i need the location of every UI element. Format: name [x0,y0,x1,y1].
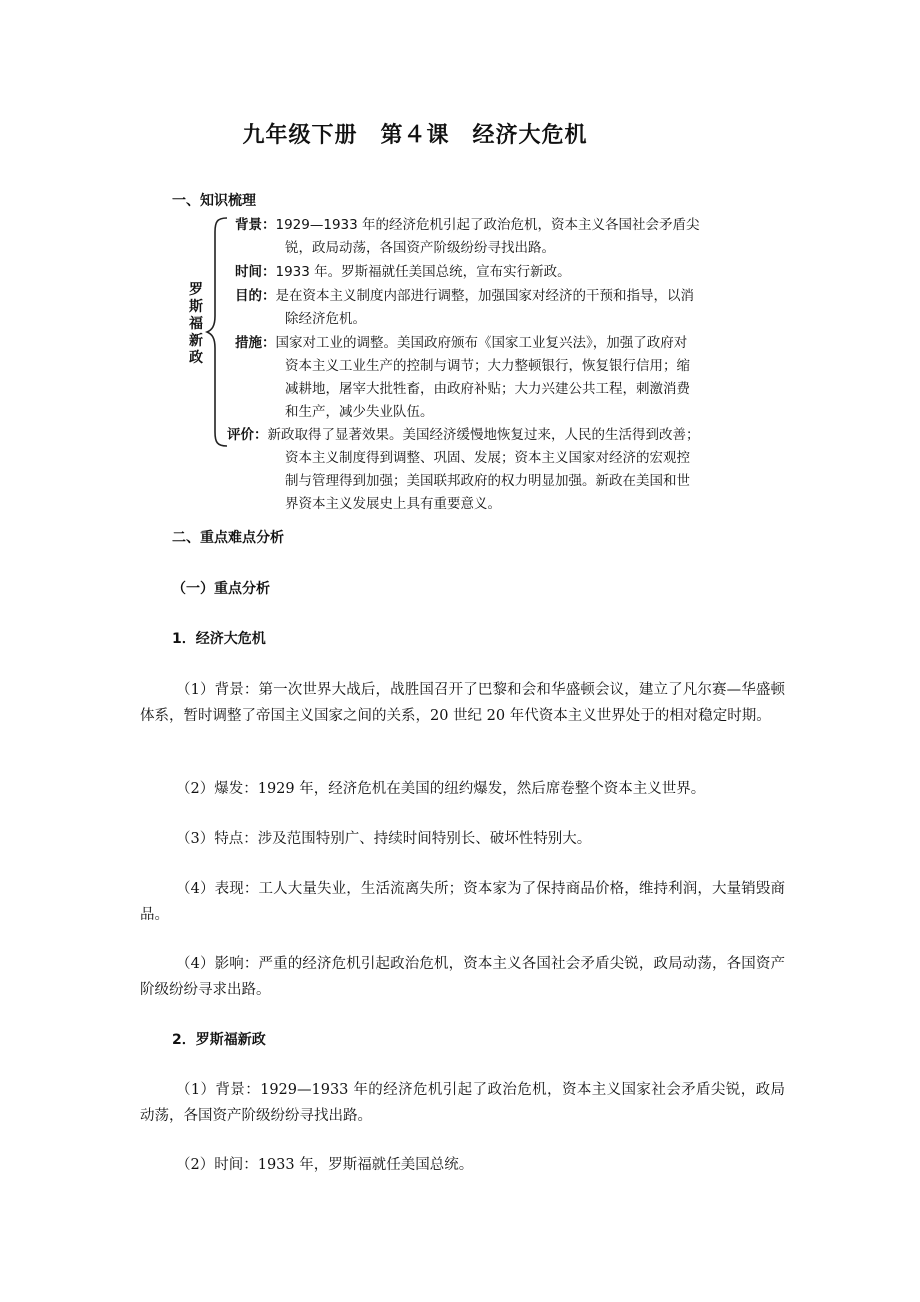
row-text: 资本主义制度得到调整、巩固、发展；资本主义国家对经济的宏观控 [285,450,690,466]
row-text: 1929—1933 年的经济危机引起了政治危机，资本主义各国社会矛盾尖 [275,217,700,233]
vertical-char: 斯 [189,299,203,315]
diagram-vertical-label [187,282,205,367]
diagram-row-measures [235,332,687,355]
row-text: 锐，政局动荡，各国资产阶级纷纷寻找出路。 [285,240,555,256]
row-label: 措施： [235,335,276,351]
paragraph: （4）影响：严重的经济危机引起政治危机，资本主义各国社会矛盾尖锐，政局动荡，各国资产阶级纷纷寻求出路。 [140,956,785,998]
paragraph: （1）背景：1929—1933 年的经济危机引起了政治危机，资本主义国家社会矛盾尖锐，政局动荡，各国资产阶级纷纷寻找出路。 [140,1082,785,1124]
paragraph: （4）表现：工人大量失业，生活流离失所；资本家为了保持商品价格，维持利润，大量销毁商品。 [140,881,785,923]
row-text: 减耕地，屠宰大批牲畜，由政府补贴；大力兴建公共工程，刺激消费 [285,381,690,397]
page-title: 九年级下册 第４课 经济大危机 [242,123,588,148]
topic-heading-new-deal: 2．罗斯福新政 [172,1032,266,1048]
vertical-char: 罗 [189,282,203,298]
section-heading-analysis: 二、重点难点分析 [172,530,284,546]
paragraph: （2）爆发：1929 年，经济危机在美国的纽约爆发，然后席卷整个资本主义世界。 [176,781,706,797]
section-heading-key-points: （一）重点分析 [172,581,270,597]
diagram-row-background [235,214,700,237]
row-text: 是在资本主义制度内部进行调整，加强国家对经济的干预和指导，以消 [275,288,694,304]
paragraph: （1）背景：第一次世界大战后，战胜国召开了巴黎和会和华盛顿会议，建立了凡尔赛—华盛顿体系，暂时调整了帝国主义国家之间的关系，20 世纪 20 年代资本主义世界处于的相对稳定时期。 [140,682,785,724]
vertical-char: 新 [189,333,203,349]
row-text: 界资本主义发展史上具有重要意义。 [285,496,501,512]
diagram-row-evaluation [227,424,700,447]
row-text: 1933 年。罗斯福就任美国总统，宣布实行新政。 [275,264,571,280]
row-text: 和生产，减少失业队伍。 [285,404,434,420]
diagram-row-time [235,261,571,284]
section-heading-knowledge: 一、知识梳理 [172,193,256,209]
brace-icon [205,216,229,448]
row-text: 国家对工业的调整。美国政府颁布《国家工业复兴法》，加强了政府对 [275,335,688,351]
row-label: 背景： [235,217,276,233]
row-text: 资本主义工业生产的控制与调节；大力整顿银行，恢复银行信用；缩 [285,358,690,374]
paragraph: （3）特点：涉及范围特别广、持续时间特别长、破坏性特别大。 [176,831,592,847]
row-label: 时间： [235,264,276,280]
paragraph: （2）时间：1933 年，罗斯福就任美国总统。 [176,1157,474,1173]
diagram-row-purpose [235,285,694,308]
vertical-char: 福 [189,316,203,332]
row-text: 除经济危机。 [285,311,366,327]
vertical-char: 政 [189,350,203,366]
row-label: 评价： [227,427,268,443]
row-label: 目的： [235,288,276,304]
row-text: 制与管理得到加强；美国联邦政府的权力明显加强。新政在美国和世 [285,473,690,489]
knowledge-diagram [185,212,775,517]
row-text: 新政取得了显著效果。美国经济缓慢地恢复过来，人民的生活得到改善； [267,427,700,443]
topic-heading-depression: 1．经济大危机 [172,631,266,647]
